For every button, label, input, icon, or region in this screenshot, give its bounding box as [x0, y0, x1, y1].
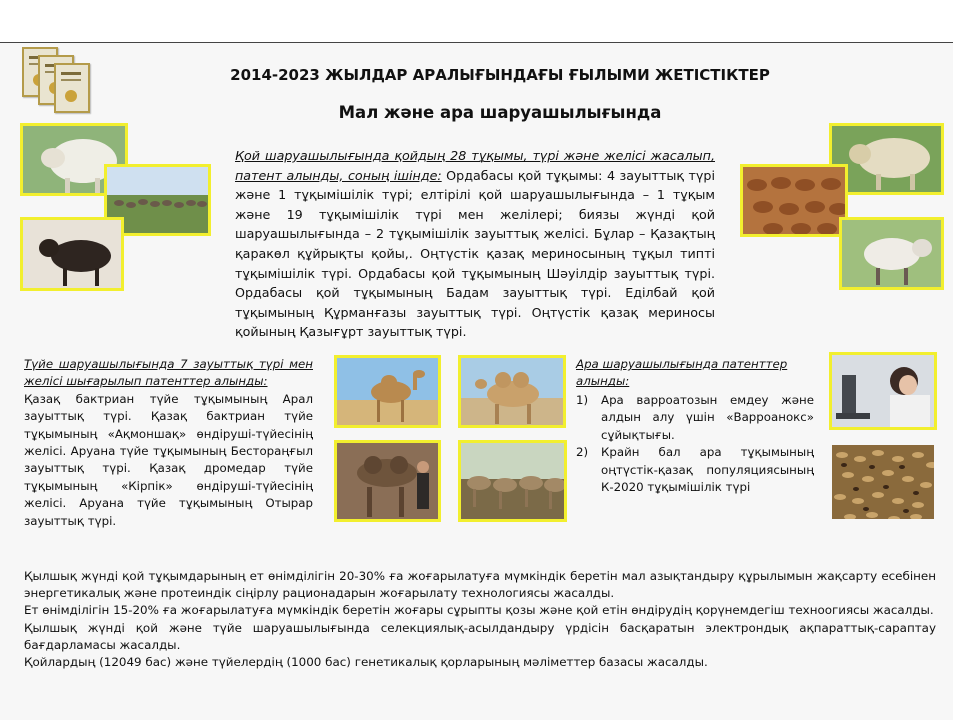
- bee-patents-list: [576, 392, 814, 496]
- camel-body: Қазақ бактриан түйе тұқымының Арал зауыттық түрі. Қазақ бактриан түйе тұқымының «Ақмоншақ» өндіруші-түйесінің желісі. Аруана түйе тұқымының Бестораңғыл зауыттық түрі. Қазақ дромедар түйе тұқымының «Кірпік» өндіруші-түйесінің желісі. Аруана түйе тұқымының Отырар зауыттық түрі.: [24, 391, 313, 528]
- dark-sheep-photo: [20, 217, 124, 291]
- patent-certificates-icon: [20, 45, 92, 117]
- achievements-summary: [24, 568, 936, 671]
- list-item-text: Ара варроатозын емдеу және алдын алу үшін «Варроанокс» сұйықтығы.: [601, 393, 814, 442]
- bactrian-camel-photo: [458, 355, 566, 428]
- summary-paragraph: Қойлардың (12049 бас) және түйелердің (1000 бас) генетикалық қорларының мәліметтер базасы жасалды.: [24, 655, 708, 670]
- lab-microscope-photo: [829, 352, 937, 430]
- camel-herd-photo: [458, 440, 567, 522]
- list-item: [576, 392, 814, 444]
- list-item-number: 1): [576, 393, 589, 407]
- summary-paragraph: Ет өнімділігін 15-20% ға жоғарылатуға мүмкіндік беретін жоғары сұрыпты қозы және қой етін өндірудің қорүнемдегіш техноогиясы жасалды.: [24, 603, 934, 618]
- list-item-text: Крайн бал ара тұқымының оңтүстік-қазақ популяциясының К-2020 тұқымішілік түрі: [601, 445, 814, 495]
- summary-paragraph: Қылшық жүнді қой тұқымдарының ет өнімділігін 20-30% ға жоғарылатуға мүмкіндік беретін мал азықтандыру құрылымын жақсарту есебінен энергетикалық және протеиндік сіңірлу рационадарын жоғарылату технологиясы жасалды.: [24, 569, 936, 601]
- dromedary-photo: [334, 355, 441, 428]
- summary-paragraph: Қылшық жүнді қой және түйе шаруашылығында селекциялық-асылдандыру үрдісін басқаратын электрондық ақпараттық-сараптау бағдарламасы жасалды.: [24, 620, 936, 652]
- list-item: [576, 444, 814, 496]
- page-subtitle: Мал және ара шаруашылығында: [338, 103, 662, 122]
- page-title: 2014-2023 ЖЫЛДАР АРАЛЫҒЫНДАҒЫ ҒЫЛЫМИ ЖЕТІСТІКТЕР: [230, 66, 770, 84]
- camel-breeding-paragraph: [24, 356, 313, 530]
- bee-section-heading: Ара шаруашылығында патенттер алынды:: [576, 357, 788, 389]
- list-item-number: 2): [576, 445, 589, 460]
- sheep-body: Ордабасы қой тұқымы: 4 зауыттық түрі және 1 тұқымішілік түрі; елтірілі қой шаруашылығында – 1 тұқым және 19 тұқымішілік түрі мен желілері; биязы жүнді қой шаруашылығында – 2 тұқымішілік зауыттық желісі. Бұлар – Қазақтың қаракөл құйрықты қойы,. Оңтүстік қазақ мериносының тұқыл типті тұқымішілік түрі. Ордабасы қой тұқымының Шәуілдір зауыттық түрі. Ордабасы қой тұқымының Бадам зауыттық түрі. Еділбай қой тұқымының Құрманғазы зауыттық түрі. Оңтүстік қазақ мериносы қойының Қазығұрт зауыттық түрі.: [235, 167, 715, 340]
- honeybees-photo: [829, 442, 937, 522]
- top-margin: [0, 0, 953, 42]
- camel-herder-photo: [334, 440, 441, 522]
- sheep-breeding-paragraph: [235, 146, 715, 342]
- sheep-lead: Қой шаруашылығында қойдың 28 тұқымы, түрі және желісі жасалып, патент алынды, соның ішінде:: [235, 148, 715, 183]
- camel-lead: Түйе шаруашылығында 7 зауыттық түрі мен желісі шығарылып патенттер алынды:: [24, 357, 313, 389]
- white-ram-photo: [839, 217, 944, 290]
- top-divider: [0, 42, 953, 43]
- brown-flock-photo: [740, 164, 848, 237]
